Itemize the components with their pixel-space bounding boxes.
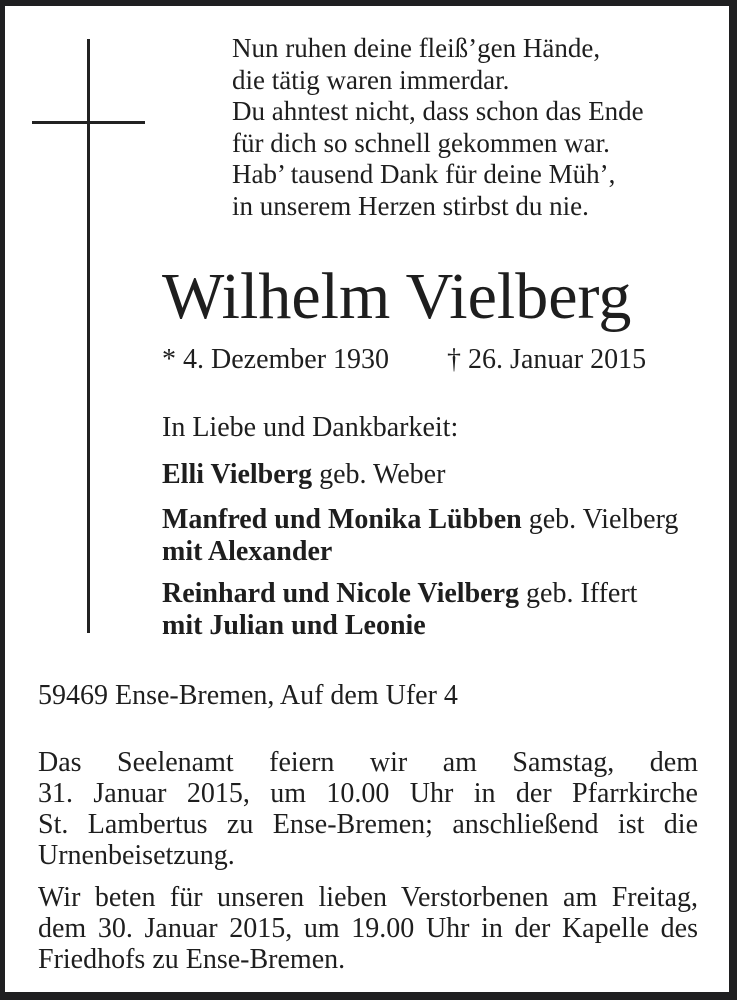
family-member-name: Manfred und Monika Lübben <box>162 504 522 535</box>
birth-date: * 4. Dezember 1930 <box>162 344 390 375</box>
family-list <box>162 459 707 642</box>
family-member-name: mit Alexander <box>162 536 333 567</box>
poem-line: für dich so schnell gekommen war. <box>232 127 610 158</box>
service-line: Das Seelenamt feiern wir am Samstag, dem <box>38 747 698 778</box>
deceased-name: Wilhelm Vielberg <box>162 260 632 333</box>
poem-line: die tätig waren immerdar. <box>232 64 510 95</box>
poem-line: in unserem Herzen stirbst du nie. <box>232 190 589 221</box>
family-row <box>162 578 707 610</box>
mourning-intro: In Liebe und Dankbarkeit: <box>162 412 459 443</box>
family-member-note: geb. Iffert <box>526 578 638 609</box>
poem-line: Hab’ tausend Dank für deine Müh’, <box>232 159 616 189</box>
life-dates <box>162 344 646 376</box>
family-row <box>162 504 707 536</box>
service-line: Urnenbeisetzung. <box>38 840 235 871</box>
family-member-note: geb. Weber <box>319 459 446 490</box>
family-row <box>162 536 707 568</box>
family-member-note: geb. Vielberg <box>528 504 679 535</box>
family-member-name: Elli Vielberg <box>162 459 313 490</box>
cross-vertical-bar <box>87 39 90 633</box>
prayer-line: Friedhofs zu Ense-Bremen. <box>38 944 346 975</box>
service-line: 31. Januar 2015, um 10.00 Uhr in der Pfarrkirche <box>38 778 698 809</box>
family-member-name: Reinhard und Nicole Vielberg <box>162 578 520 609</box>
family-row <box>162 459 707 491</box>
prayer-announcement <box>38 882 698 975</box>
memorial-poem <box>232 33 644 222</box>
service-announcement <box>38 747 698 871</box>
home-address: 59469 Ense-Bremen, Auf dem Ufer 4 <box>38 680 458 711</box>
family-row <box>162 610 707 642</box>
prayer-line: Wir beten für unseren lieben Verstorbenen am Freitag, <box>38 882 698 913</box>
service-line: St. Lambertus zu Ense-Bremen; anschließend ist die <box>38 809 698 840</box>
cross-horizontal-bar <box>32 121 145 124</box>
prayer-line: dem 30. Januar 2015, um 19.00 Uhr in der Kapelle des <box>38 913 698 944</box>
family-member-name: mit Julian und Leonie <box>162 610 426 641</box>
poem-line: Nun ruhen deine fleiß’gen Hände, <box>232 33 601 63</box>
poem-line: Du ahntest nicht, dass schon das Ende <box>232 96 644 126</box>
death-date: † 26. Januar 2015 <box>447 344 647 375</box>
